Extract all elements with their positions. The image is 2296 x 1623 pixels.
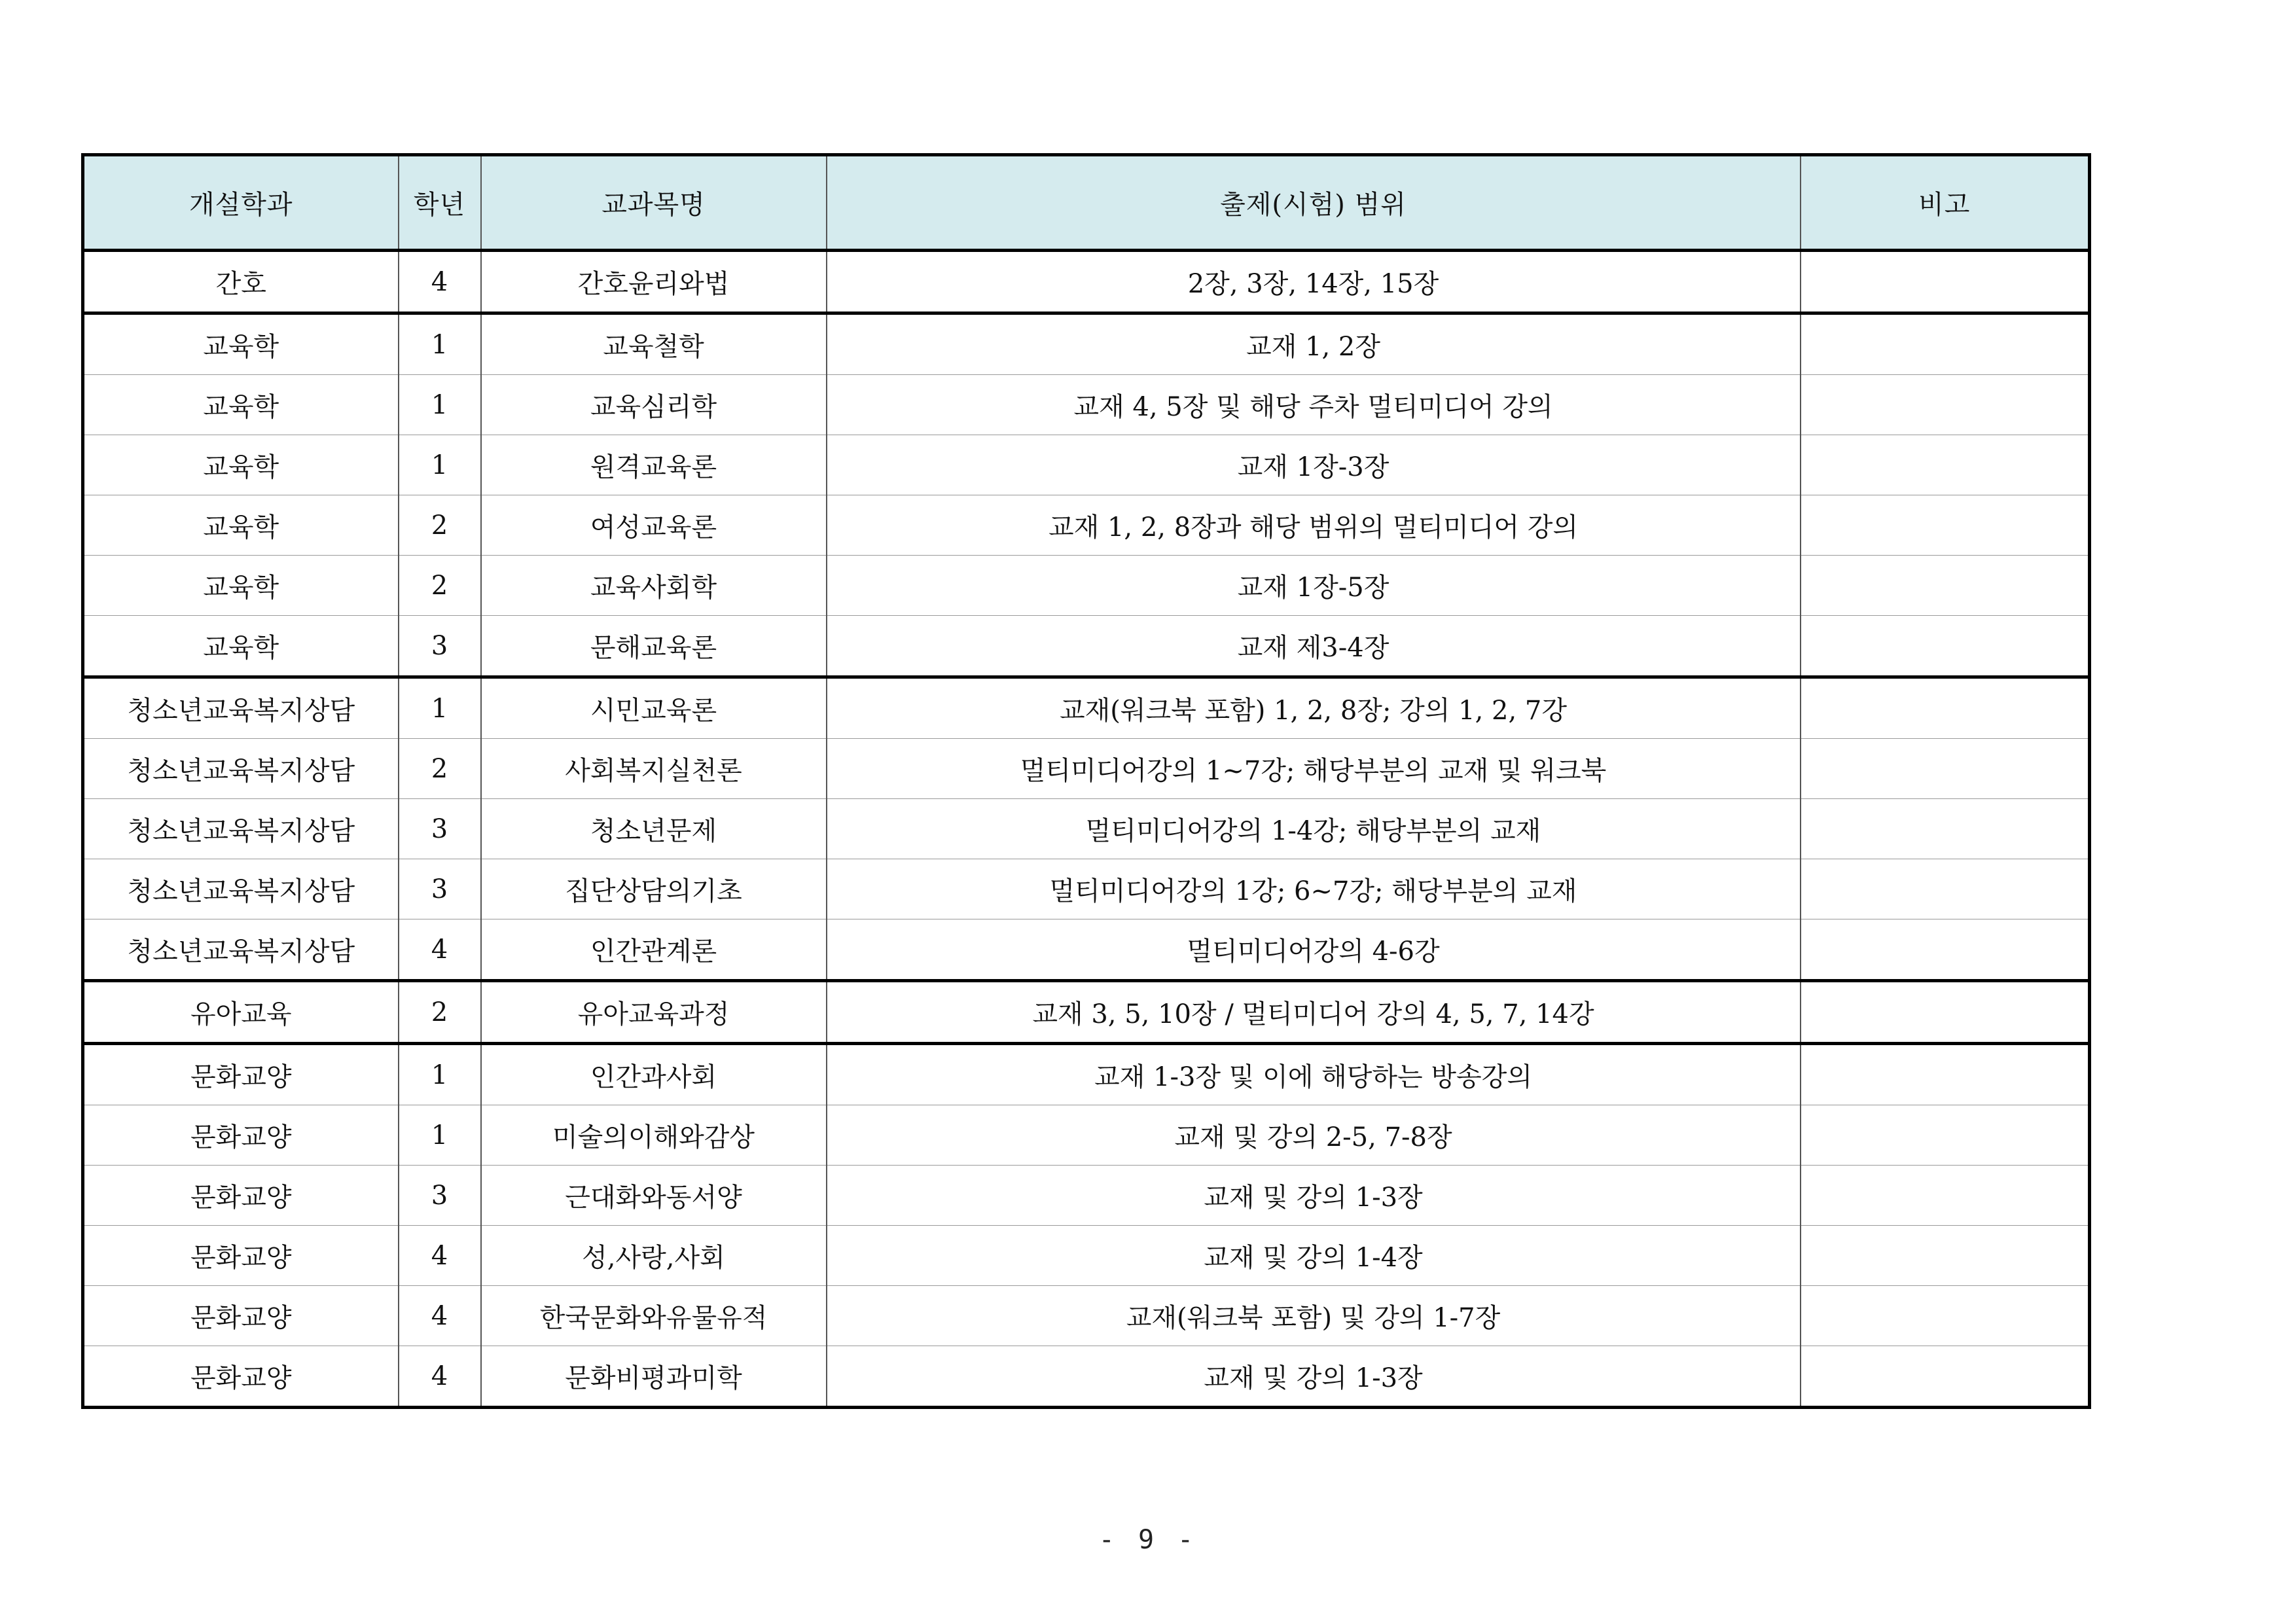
cell-note (1801, 375, 2090, 435)
cell-range: 교재 1, 2, 8장과 해당 범위의 멀티미디어 강의 (827, 495, 1801, 556)
cell-department: 간호 (83, 251, 399, 313)
cell-grade: 4 (399, 251, 481, 313)
cell-note (1801, 981, 2090, 1044)
table-row (83, 919, 2090, 981)
header-note: 비고 (1801, 155, 2090, 251)
cell-note (1801, 251, 2090, 313)
cell-note (1801, 313, 2090, 375)
header-course: 교과목명 (481, 155, 827, 251)
cell-department: 청소년교육복지상담 (83, 739, 399, 799)
cell-grade: 1 (399, 313, 481, 375)
cell-note (1801, 495, 2090, 556)
cell-grade: 3 (399, 799, 481, 859)
cell-note (1801, 919, 2090, 981)
cell-course: 여성교육론 (481, 495, 827, 556)
cell-course: 집단상담의기초 (481, 859, 827, 919)
cell-range: 멀티미디어강의 1-4강; 해당부분의 교재 (827, 799, 1801, 859)
header-range: 출제(시험) 범위 (827, 155, 1801, 251)
cell-course: 미술의이해와감상 (481, 1105, 827, 1166)
cell-range: 교재 3, 5, 10장 / 멀티미디어 강의 4, 5, 7, 14강 (827, 981, 1801, 1044)
cell-course: 시민교육론 (481, 677, 827, 739)
cell-range: 교재 및 강의 1-3장 (827, 1166, 1801, 1226)
table-row (83, 1286, 2090, 1346)
cell-grade: 2 (399, 556, 481, 616)
cell-note (1801, 859, 2090, 919)
cell-range: 교재 1장-3장 (827, 435, 1801, 495)
table-row (83, 375, 2090, 435)
header-department: 개설학과 (83, 155, 399, 251)
table-row (83, 435, 2090, 495)
page-number: - 9 - (1098, 1525, 1198, 1555)
cell-department: 유아교육 (83, 981, 399, 1044)
cell-range: 교재 1장-5장 (827, 556, 1801, 616)
cell-range: 교재 및 강의 2-5, 7-8장 (827, 1105, 1801, 1166)
cell-note (1801, 1286, 2090, 1346)
cell-range: 교재 4, 5장 및 해당 주차 멀티미디어 강의 (827, 375, 1801, 435)
cell-department: 청소년교육복지상담 (83, 859, 399, 919)
cell-note (1801, 616, 2090, 677)
cell-note (1801, 1105, 2090, 1166)
cell-grade: 1 (399, 1044, 481, 1105)
cell-range: 멀티미디어강의 1~7강; 해당부분의 교재 및 워크북 (827, 739, 1801, 799)
cell-note (1801, 435, 2090, 495)
cell-range: 교재(워크북 포함) 1, 2, 8장; 강의 1, 2, 7강 (827, 677, 1801, 739)
cell-grade: 4 (399, 1346, 481, 1408)
cell-grade: 1 (399, 677, 481, 739)
table-row (83, 556, 2090, 616)
cell-course: 청소년문제 (481, 799, 827, 859)
cell-department: 문화교양 (83, 1166, 399, 1226)
cell-department: 문화교양 (83, 1346, 399, 1408)
cell-department: 문화교양 (83, 1286, 399, 1346)
cell-range: 교재 1, 2장 (827, 313, 1801, 375)
cell-range: 2장, 3장, 14장, 15장 (827, 251, 1801, 313)
cell-range: 멀티미디어강의 1강; 6~7강; 해당부분의 교재 (827, 859, 1801, 919)
cell-department: 교육학 (83, 435, 399, 495)
cell-grade: 1 (399, 1105, 481, 1166)
cell-note (1801, 556, 2090, 616)
table-row (83, 739, 2090, 799)
cell-grade: 1 (399, 375, 481, 435)
cell-department: 교육학 (83, 495, 399, 556)
cell-grade: 3 (399, 1166, 481, 1226)
cell-range: 멀티미디어강의 4-6강 (827, 919, 1801, 981)
cell-course: 사회복지실천론 (481, 739, 827, 799)
cell-department: 청소년교육복지상담 (83, 799, 399, 859)
cell-department: 청소년교육복지상담 (83, 919, 399, 981)
cell-course: 유아교육과정 (481, 981, 827, 1044)
cell-course: 원격교육론 (481, 435, 827, 495)
cell-department: 문화교양 (83, 1105, 399, 1166)
cell-course: 문해교육론 (481, 616, 827, 677)
table-row (83, 677, 2090, 739)
cell-note (1801, 739, 2090, 799)
table-row (83, 1105, 2090, 1166)
table-row (83, 981, 2090, 1044)
cell-note (1801, 1346, 2090, 1408)
cell-course: 한국문화와유물유적 (481, 1286, 827, 1346)
cell-note (1801, 677, 2090, 739)
cell-range: 교재 제3-4장 (827, 616, 1801, 677)
cell-grade: 2 (399, 739, 481, 799)
table-row (83, 799, 2090, 859)
cell-grade: 4 (399, 1226, 481, 1286)
cell-note (1801, 1226, 2090, 1286)
exam-range-table (81, 153, 2091, 1409)
cell-note (1801, 1166, 2090, 1226)
cell-grade: 4 (399, 1286, 481, 1346)
cell-course: 교육심리학 (481, 375, 827, 435)
cell-grade: 2 (399, 495, 481, 556)
table-row (83, 859, 2090, 919)
cell-course: 근대화와동서양 (481, 1166, 827, 1226)
cell-course: 인간관계론 (481, 919, 827, 981)
cell-note (1801, 799, 2090, 859)
cell-range: 교재 및 강의 1-4장 (827, 1226, 1801, 1286)
cell-course: 문화비평과미학 (481, 1346, 827, 1408)
table-row (83, 1226, 2090, 1286)
cell-department: 문화교양 (83, 1226, 399, 1286)
table-row (83, 1166, 2090, 1226)
cell-range: 교재 및 강의 1-3장 (827, 1346, 1801, 1408)
cell-course: 교육철학 (481, 313, 827, 375)
cell-grade: 3 (399, 616, 481, 677)
table-row (83, 495, 2090, 556)
cell-range: 교재 1-3장 및 이에 해당하는 방송강의 (827, 1044, 1801, 1105)
cell-course: 성,사랑,사회 (481, 1226, 827, 1286)
cell-department: 교육학 (83, 616, 399, 677)
cell-grade: 2 (399, 981, 481, 1044)
cell-note (1801, 1044, 2090, 1105)
table-row (83, 251, 2090, 313)
cell-course: 교육사회학 (481, 556, 827, 616)
cell-department: 교육학 (83, 313, 399, 375)
cell-grade: 1 (399, 435, 481, 495)
table-row (83, 1044, 2090, 1105)
cell-course: 인간과사회 (481, 1044, 827, 1105)
table-row (83, 1346, 2090, 1408)
cell-grade: 4 (399, 919, 481, 981)
table-row (83, 616, 2090, 677)
cell-department: 교육학 (83, 556, 399, 616)
cell-department: 교육학 (83, 375, 399, 435)
cell-range: 교재(워크북 포함) 및 강의 1-7장 (827, 1286, 1801, 1346)
header-grade: 학년 (399, 155, 481, 251)
table-header-row (83, 155, 2090, 251)
cell-course: 간호윤리와법 (481, 251, 827, 313)
cell-department: 문화교양 (83, 1044, 399, 1105)
cell-grade: 3 (399, 859, 481, 919)
table-row (83, 313, 2090, 375)
cell-department: 청소년교육복지상담 (83, 677, 399, 739)
